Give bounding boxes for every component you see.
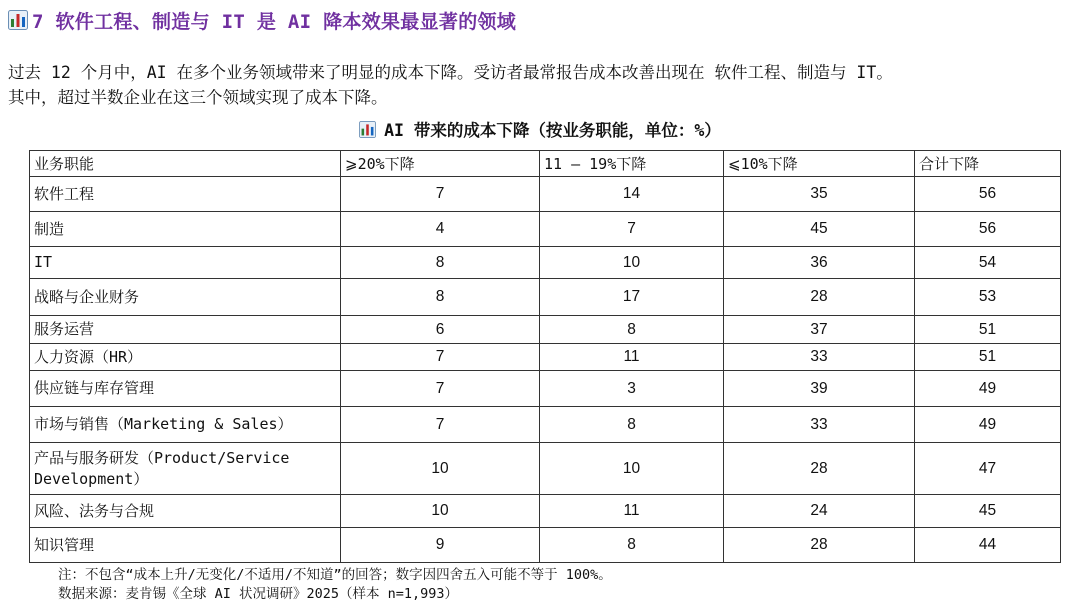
cell-total: 51 bbox=[915, 316, 1061, 344]
header-function: 业务职能 bbox=[30, 151, 341, 177]
cell-total: 56 bbox=[915, 212, 1061, 247]
header-le10: ⩽10%下降 bbox=[724, 151, 915, 177]
row-function: 风险、法务与合规 bbox=[30, 495, 341, 528]
cell-11-19: 11 bbox=[540, 495, 724, 528]
cell-11-19: 11 bbox=[540, 344, 724, 371]
table-row bbox=[30, 177, 1061, 212]
cell-total: 53 bbox=[915, 279, 1061, 316]
table-row bbox=[30, 316, 1061, 344]
cell-11-19: 10 bbox=[540, 247, 724, 279]
bar-chart-icon bbox=[359, 121, 376, 138]
row-function: 供应链与库存管理 bbox=[30, 371, 341, 407]
table-row bbox=[30, 279, 1061, 316]
table-row bbox=[30, 344, 1061, 371]
cell-le10: 28 bbox=[724, 528, 915, 563]
table-header-row bbox=[30, 151, 1061, 177]
table-row bbox=[30, 495, 1061, 528]
row-function: IT bbox=[30, 247, 341, 279]
cell-11-19: 17 bbox=[540, 279, 724, 316]
row-function: 知识管理 bbox=[30, 528, 341, 563]
cell-le10: 37 bbox=[724, 316, 915, 344]
table-caption-row bbox=[0, 116, 1080, 142]
cell-total: 49 bbox=[915, 371, 1061, 407]
row-function: 产品与服务研发（Product/Service Development） bbox=[30, 443, 341, 495]
cell-11-19: 7 bbox=[540, 212, 724, 247]
table-row bbox=[30, 247, 1061, 279]
row-function: 市场与销售（Marketing & Sales） bbox=[30, 407, 341, 443]
page-title-row bbox=[8, 6, 516, 34]
cell-ge20: 7 bbox=[341, 177, 540, 212]
cell-ge20: 8 bbox=[341, 247, 540, 279]
cell-ge20: 7 bbox=[341, 344, 540, 371]
row-function: 战略与企业财务 bbox=[30, 279, 341, 316]
table-row bbox=[30, 443, 1061, 495]
data-source: 数据来源：麦肯锡《全球 AI 状况调研》2025（样本 n=1,993） bbox=[58, 586, 459, 602]
cell-11-19: 3 bbox=[540, 371, 724, 407]
cell-le10: 45 bbox=[724, 212, 915, 247]
cell-total: 49 bbox=[915, 407, 1061, 443]
cost-reduction-table bbox=[29, 150, 1061, 563]
header-ge20: ⩾20%下降 bbox=[341, 151, 540, 177]
table-row bbox=[30, 212, 1061, 247]
intro-line-2: 其中，超过半数企业在这三个领域实现了成本下降。 bbox=[8, 88, 388, 107]
footnotes bbox=[58, 566, 612, 604]
cell-ge20: 8 bbox=[341, 279, 540, 316]
header-11-19: 11 – 19%下降 bbox=[540, 151, 724, 177]
cell-ge20: 4 bbox=[341, 212, 540, 247]
cell-11-19: 8 bbox=[540, 316, 724, 344]
table-row bbox=[30, 407, 1061, 443]
table-row bbox=[30, 371, 1061, 407]
cell-total: 47 bbox=[915, 443, 1061, 495]
intro-paragraph bbox=[8, 60, 1076, 110]
cell-le10: 36 bbox=[724, 247, 915, 279]
cell-11-19: 10 bbox=[540, 443, 724, 495]
table-caption: AI 带来的成本下降（按业务职能，单位：%） bbox=[384, 121, 721, 140]
cell-total: 51 bbox=[915, 344, 1061, 371]
cell-le10: 33 bbox=[724, 407, 915, 443]
cell-le10: 28 bbox=[724, 443, 915, 495]
intro-line-1: 过去 12 个月中，AI 在多个业务领域带来了明显的成本下降。受访者最常报告成本改善出现在 软件工程、制造与 IT。 bbox=[8, 63, 893, 82]
cell-le10: 35 bbox=[724, 177, 915, 212]
cell-11-19: 14 bbox=[540, 177, 724, 212]
header-total: 合计下降 bbox=[915, 151, 1061, 177]
cell-ge20: 6 bbox=[341, 316, 540, 344]
cell-total: 56 bbox=[915, 177, 1061, 212]
footnote: 注：不包含“成本上升/无变化/不适用/不知道”的回答；数字因四舍五入可能不等于 100%。 bbox=[58, 567, 612, 583]
cell-le10: 24 bbox=[724, 495, 915, 528]
cell-le10: 33 bbox=[724, 344, 915, 371]
cell-total: 45 bbox=[915, 495, 1061, 528]
cell-ge20: 7 bbox=[341, 371, 540, 407]
row-function: 制造 bbox=[30, 212, 341, 247]
cell-11-19: 8 bbox=[540, 407, 724, 443]
cell-total: 54 bbox=[915, 247, 1061, 279]
page-title: 7 软件工程、制造与 IT 是 AI 降本效果最显著的领域 bbox=[32, 10, 517, 33]
cell-ge20: 10 bbox=[341, 443, 540, 495]
cell-le10: 28 bbox=[724, 279, 915, 316]
cell-total: 44 bbox=[915, 528, 1061, 563]
row-function: 软件工程 bbox=[30, 177, 341, 212]
table-row bbox=[30, 528, 1061, 563]
row-function: 服务运营 bbox=[30, 316, 341, 344]
bar-chart-icon bbox=[8, 10, 28, 30]
cell-ge20: 7 bbox=[341, 407, 540, 443]
cell-ge20: 10 bbox=[341, 495, 540, 528]
cell-11-19: 8 bbox=[540, 528, 724, 563]
cell-ge20: 9 bbox=[341, 528, 540, 563]
row-function: 人力资源（HR） bbox=[30, 344, 341, 371]
cell-le10: 39 bbox=[724, 371, 915, 407]
